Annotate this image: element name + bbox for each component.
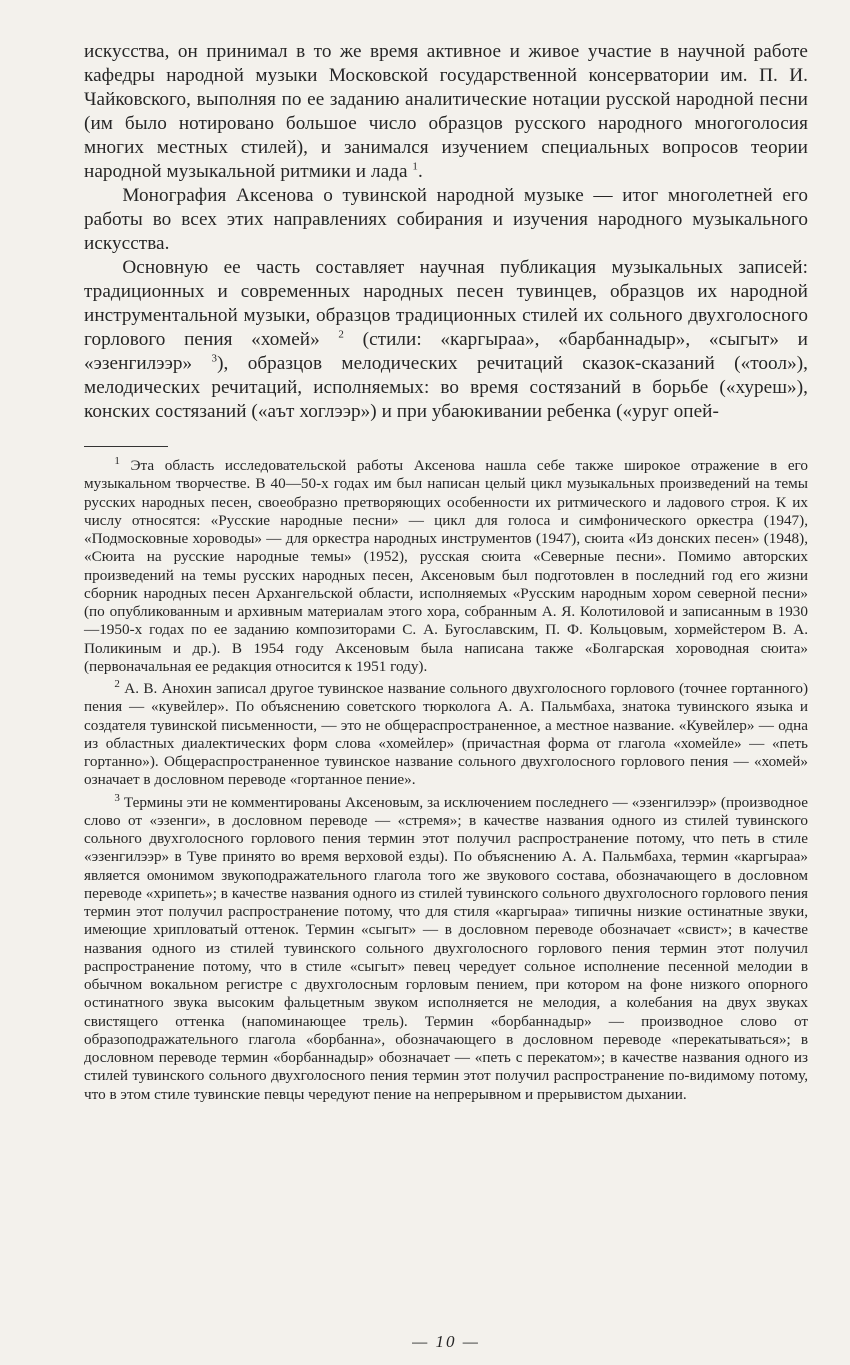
footnote-2-text: А. В. Анохин записал другое тувинское название сольного двухголосного горлового (точнее гортанного) пения — «кувейлер». По объяснению советского тюрколога А. А. Пальмбаха, знатока тувинского языка и создателя тувинской письменности, — это не общераспространенное, а местное название. «Кувейлер» — одна из областных диалектических форм слова «хомейлер» (причастная форма от глагола «хомейле» — «петь гортанно»). Общераспространенное тувинское название сольного двухголосного горлового пения — «хомей» означает в дословном переводе «гортанное пение». <box>84 680 809 789</box>
footnotes <box>84 454 809 1104</box>
footnote-ref-1: 1 <box>412 160 418 173</box>
footnote-divider <box>84 446 168 447</box>
footnote-marker-2: 2 <box>114 677 120 690</box>
paragraph-2: Монография Аксенова о тувинской народной музыке — итог многолетней его работы во всех этих направлениях собирания и изучения народного музыкального искусства. <box>84 185 808 254</box>
paragraph-1-text: искусства, он принимал в то же время активное и живое участие в научной работе кафедры народной музыки Московской государственной консерватории им. П. И. Чайковского, выполняя по ее заданию аналитические нотации русской народной песни (им было нотировано большое число образцов русского народного многоголосия многих местных стилей), и занимался изучением специальных вопросов теории народной музыкальной ритмики и лада <box>84 41 808 182</box>
footnote-3 <box>84 791 809 1104</box>
paragraph-3-text-a: Основную ее часть составляет научная публикация музыкальных записей: традиционных и современных народных песен тувинцев, образцов их народной инструментальной музыки, образцов традиционных стилей их сольного двухголосного горлового пения «хомей» <box>84 257 808 350</box>
paragraph-3-text-c: ), образцов мелодических речитаций сказок-сказаний («тоол»), мелодических речитаций, исполняемых: во время состязаний в борьбе («хуреш»), конских состязаний («аът хоглээр») и при убаюкивании ребенка («уруг опей- <box>84 353 808 422</box>
footnote-1-text: Эта область исследовательской работы Аксенова нашла себе также широкое отражение в его музыкальном творчестве. В 40—50-х годах им был написан целый цикл музыкальных произведений на темы русских народных песен, своеобразно претворяющих особенности их ритмического и ладового строя. К их числу относятся: «Русские народные песни» — цикл для голоса и симфонического оркестра (1947), «Подмосковные хороводы» — для оркестра народных инструментов (1947), сюита «Из донских песен» (1948), «Сюита на русские народные темы» (1952), русская сюита «Северные песни». Помимо авторских произведений на темы русских народных песен, Аксеновым был подготовлен в последний год его жизни сборник народных песен Архангельской области, исполняемых «Русским народным хором северной песни» (по опубликованным и архивным материалам этого хора, собранным А. Я. Колотиловой и записанным в 1930—1950-х годах по ее заданию композиторами С. А. Бугославским, П. Ф. Кольцовым, хормейстером В. А. Поликиным и др.). В 1954 году Аксеновым была написана также «Болгарская хороводная сюита» (первоначальная ее редакция относится к 1951 году). <box>84 457 809 675</box>
footnote-ref-3: 3 <box>211 352 218 365</box>
paragraph-1: искусства, он принимал в то же время активное и живое участие в научной работе кафедры народной музыки Московской государственной консерватории им. П. И. Чайковского, выполняя по ее заданию аналитические нотации русской народной песни (им было нотировано большое число образцов русского народного многоголосия многих местных стилей), и занимался изучением специальных вопросов теории народной музыкальной ритмики и лада $^1$. <box>84 41 808 182</box>
paragraph-3-text-b: (стили: «каргыраа», «барбаннадыр», «сыгыт» и «эзенгилээр» <box>84 329 808 374</box>
footnote-ref-2: 2 <box>338 328 344 341</box>
book-page <box>84 40 809 1351</box>
footnote-marker-3: 3 <box>114 791 120 804</box>
footnote-3-text: Термины эти не комментированы Аксеновым, за исключением последнего — «эзенгилээр» (производное слово от «эзенги», в дословном переводе — «стремя»; в качестве названия одного из стилей тувинского сольного двухголосного горлового пения термин этот получил распространение потому, что петь в стиле «эзенгилээр» в Туве принято во время верховой езды). По объяснению А. А. Пальмбаха, термин «каргыраа» является омонимом звукоподражательного глагола того же звукового состава, обозначающего в дословном переводе «хрипеть»; в качестве названия одного из стилей тувинского сольного двухголосного горлового пения термин этот получил распространение потому, что для стиля «каргыраа» типичны низкие остинатные звуки, имеющие хрипловатый оттенок. Термин «сыгыт» — в дословном переводе обозначает «свист»; в качестве названия одного из стилей тувинского сольного двухголосного горлового пения термин этот получил распространение потому, что в стиле «сыгыт» певец чередует сольное исполнение песенной мелодии в обычном вокальном регистре с двухголосным горловым пением, при котором на фоне низкого опорного остинатного звука высоким фальцетным звуком исполняется не мелодия, а колебания на двух звуках свистящего оттенка (напоминающее трель). Термин «борбаннадыр» — производное слово от образоподражательного глагола «борбанна», обозначающего в дословном переводе «перекатываться»; в дословном переводе термин «борбаннадыр» обозначает — «петь с перекатом»; в качестве названия одного из стилей тувинского сольного двухголосного пения термин этот получил распространение по-видимому потому, что в этом стиле тувинские певцы чередуют пение на непрерывном и прерывистом дыхании. <box>84 793 809 1103</box>
footnote-1 <box>84 454 809 676</box>
paragraph-3 <box>84 256 808 424</box>
main-text <box>84 40 808 424</box>
page-number: — 10 — <box>412 1332 480 1351</box>
footnote-marker-1: 1 <box>114 454 120 467</box>
footnote-2 <box>84 677 809 790</box>
